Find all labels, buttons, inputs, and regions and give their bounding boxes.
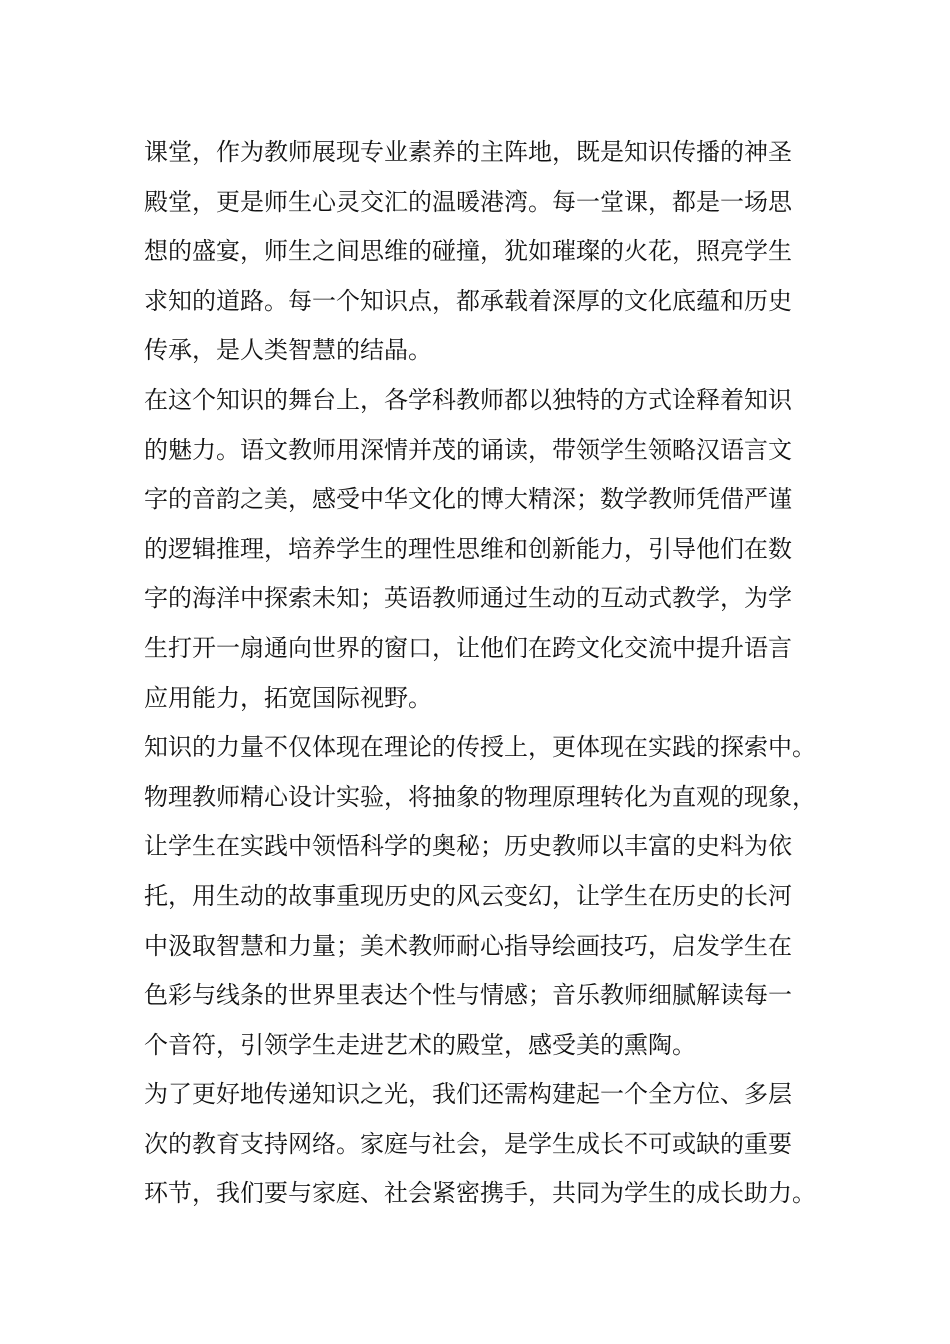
paragraph-2-line-6: 生打开一扇通向世界的窗口，让他们在跨文化交流中提升语言 xyxy=(144,633,792,662)
paragraph-1-line-3: 想的盛宴，师生之间思维的碰撞，犹如璀璨的火花，照亮学生 xyxy=(144,237,792,266)
paragraph-2-line-5: 字的海洋中探索未知；英语教师通过生动的互动式教学，为学 xyxy=(144,584,792,613)
paragraph-1-line-4: 求知的道路。每一个知识点，都承载着深厚的文化底蕴和历史 xyxy=(144,286,792,315)
paragraph-1 xyxy=(144,128,834,376)
paragraph-2-line-1: 在这个知识的舞台上，各学科教师都以独特的方式诠释着知识 xyxy=(144,385,792,414)
paragraph-3-line-1: 知识的力量不仅体现在理论的传授上，更体现在实践的探索中。 xyxy=(144,733,816,762)
paragraph-4-line-2: 次的教育支持网络。家庭与社会，是学生成长不可或缺的重要 xyxy=(144,1129,792,1158)
paragraph-2-line-3: 字的音韵之美，感受中华文化的博大精深；数学教师凭借严谨 xyxy=(144,485,792,514)
paragraph-4-line-1: 为了更好地传递知识之光，我们还需构建起一个全方位、多层 xyxy=(144,1080,792,1109)
paragraph-2 xyxy=(144,376,834,723)
paragraph-3-line-5: 中汲取智慧和力量；美术教师耐心指导绘画技巧，启发学生在 xyxy=(144,931,792,960)
document-body xyxy=(144,128,834,1219)
paragraph-1-line-5: 传承，是人类智慧的结晶。 xyxy=(144,336,432,365)
paragraph-4 xyxy=(144,1070,834,1219)
paragraph-3 xyxy=(144,723,834,1070)
paragraph-3-line-7: 个音符，引领学生走进艺术的殿堂，感受美的熏陶。 xyxy=(144,1030,696,1059)
paragraph-4-line-3: 环节，我们要与家庭、社会紧密携手，共同为学生的成长助力。 xyxy=(144,1179,816,1208)
paragraph-1-line-2: 殿堂，更是师生心灵交汇的温暖港湾。每一堂课，都是一场思 xyxy=(144,187,792,216)
paragraph-3-line-4: 托，用生动的故事重现历史的风云变幻，让学生在历史的长河 xyxy=(144,881,792,910)
paragraph-2-line-2: 的魅力。语文教师用深情并茂的诵读，带领学生领略汉语言文 xyxy=(144,435,792,464)
paragraph-2-line-7: 应用能力，拓宽国际视野。 xyxy=(144,683,432,712)
paragraph-3-line-2: 物理教师精心设计实验，将抽象的物理原理转化为直观的现象， xyxy=(144,782,816,811)
paragraph-1-line-1: 课堂，作为教师展现专业素养的主阵地，既是知识传播的神圣 xyxy=(144,138,792,166)
paragraph-2-line-4: 的逻辑推理，培养学生的理性思维和创新能力，引导他们在数 xyxy=(144,534,792,563)
paragraph-3-line-3: 让学生在实践中领悟科学的奥秘；历史教师以丰富的史料为依 xyxy=(144,832,792,861)
paragraph-3-line-6: 色彩与线条的世界里表达个性与情感；音乐教师细腻解读每一 xyxy=(144,981,792,1010)
